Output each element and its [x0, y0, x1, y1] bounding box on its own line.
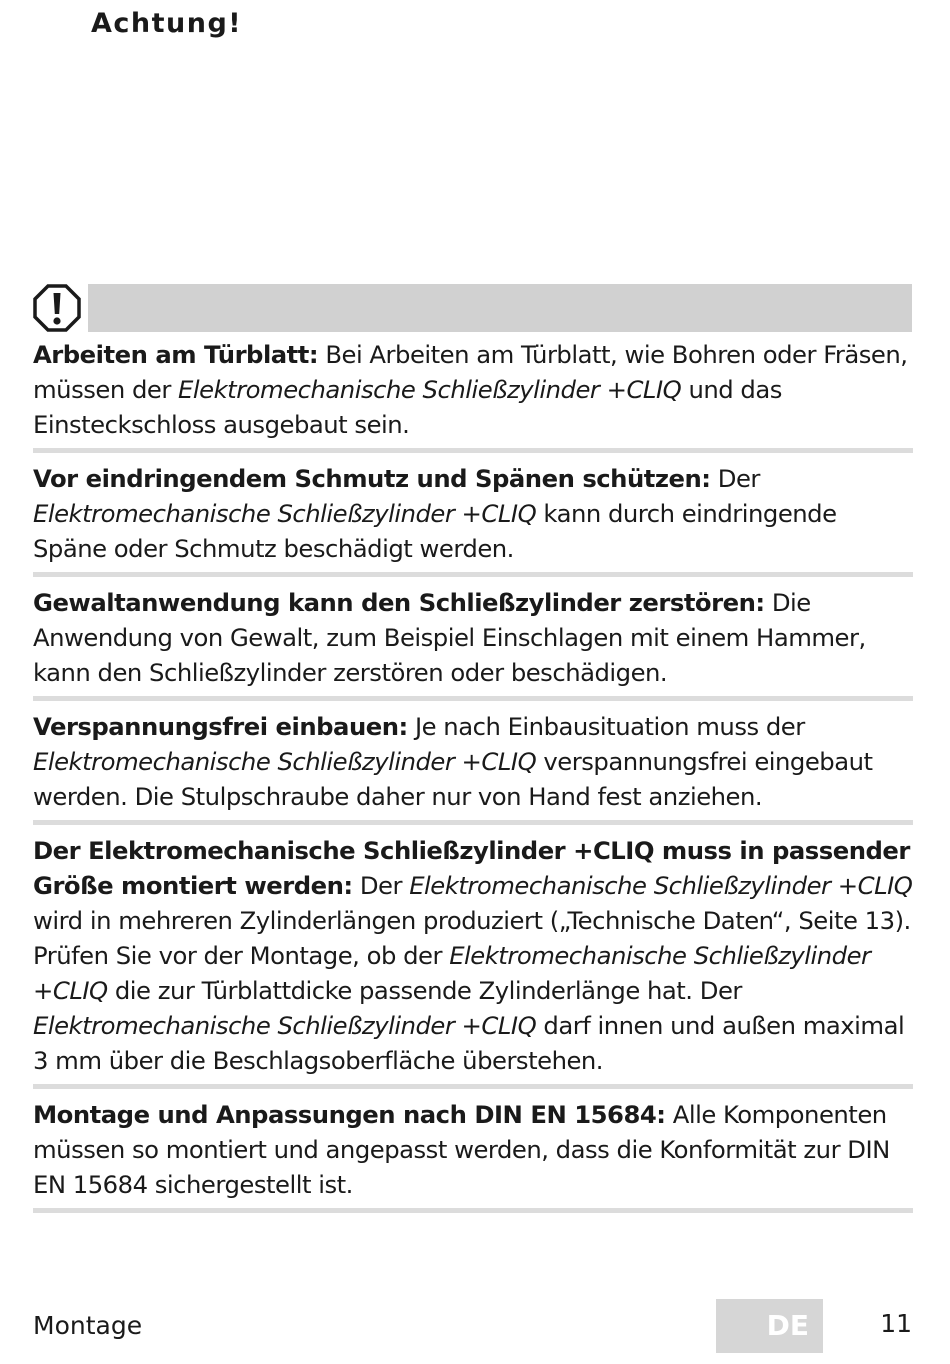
section-text: Bei Arbeiten am Türblatt, wie Bohren oder Fräsen, müssen der [33, 340, 908, 404]
product-name: Elektromechanische Schließzylinder +CLIQ [33, 1011, 537, 1040]
section-text: die zur Türblattdicke passende Zylinderlänge hat. Der [107, 976, 742, 1005]
section-text: Der [710, 464, 760, 493]
warning-section [33, 833, 913, 1089]
section-text: kann durch eindringende Späne oder Schmutz beschädigt werden. [33, 499, 837, 563]
warning-section [33, 461, 913, 577]
section-text: Alle Komponenten müssen so montiert und angepasst werden, dass die Konformität zur DIN EN 15684 sichergestellt ist. [33, 1100, 890, 1199]
product-name: Elektromechanische Schließzylinder +CLIQ [409, 871, 913, 900]
footer-section-label: Montage [33, 1311, 143, 1340]
section-heading: Verspannungsfrei einbauen: [33, 712, 408, 741]
warning-section [33, 337, 913, 453]
product-name: Elektromechanische Schließzylinder +CLIQ [33, 941, 871, 1005]
product-name: Elektromechanische Schließzylinder +CLIQ [33, 747, 537, 776]
warning-section [33, 585, 913, 701]
section-heading: Arbeiten am Türblatt: [33, 340, 319, 369]
section-heading: Montage und Anpassungen nach DIN EN 15684: [33, 1100, 666, 1129]
section-text: und das Einsteckschloss ausgebaut sein. [33, 375, 782, 439]
section-heading: Der Elektromechanische Schließzylinder +CLIQ muss in passender Größe montiert werden: [33, 836, 910, 900]
section-text: Je nach Einbausituation muss der [407, 712, 805, 741]
warning-section [33, 1097, 913, 1213]
warning-sections [33, 337, 913, 1221]
section-text: Der [352, 871, 410, 900]
section-text: Die Anwendung von Gewalt, zum Beispiel Einschlagen mit einem Hammer, kann den Schließzylinder zerstören oder beschädigen. [33, 588, 866, 687]
section-text: darf innen und außen maximal 3 mm über die Beschlagsoberfläche überstehen. [33, 1011, 905, 1075]
section-text: verspannungsfrei eingebaut werden. Die Stulpschraube daher nur von Hand fest anziehen. [33, 747, 873, 811]
product-name: Elektromechanische Schließzylinder +CLIQ [33, 499, 537, 528]
section-text: wird in mehreren Zylinderlängen produziert („Technische Daten“, Seite 13). Prüfen Sie vor der Montage, ob der [33, 906, 911, 970]
warning-header [32, 284, 912, 332]
warning-section [33, 709, 913, 825]
section-heading: Gewaltanwendung kann den Schließzylinder zerstören: [33, 588, 765, 617]
header-bar [88, 284, 912, 332]
page-number: 11 [880, 1309, 912, 1338]
warning-title: Achtung! [91, 8, 243, 39]
section-heading: Vor eindringendem Schmutz und Spänen schützen: [33, 464, 711, 493]
product-name: Elektromechanische Schließzylinder +CLIQ [178, 375, 682, 404]
language-badge: DE [716, 1299, 823, 1353]
warning-exclamation-icon [32, 284, 82, 332]
